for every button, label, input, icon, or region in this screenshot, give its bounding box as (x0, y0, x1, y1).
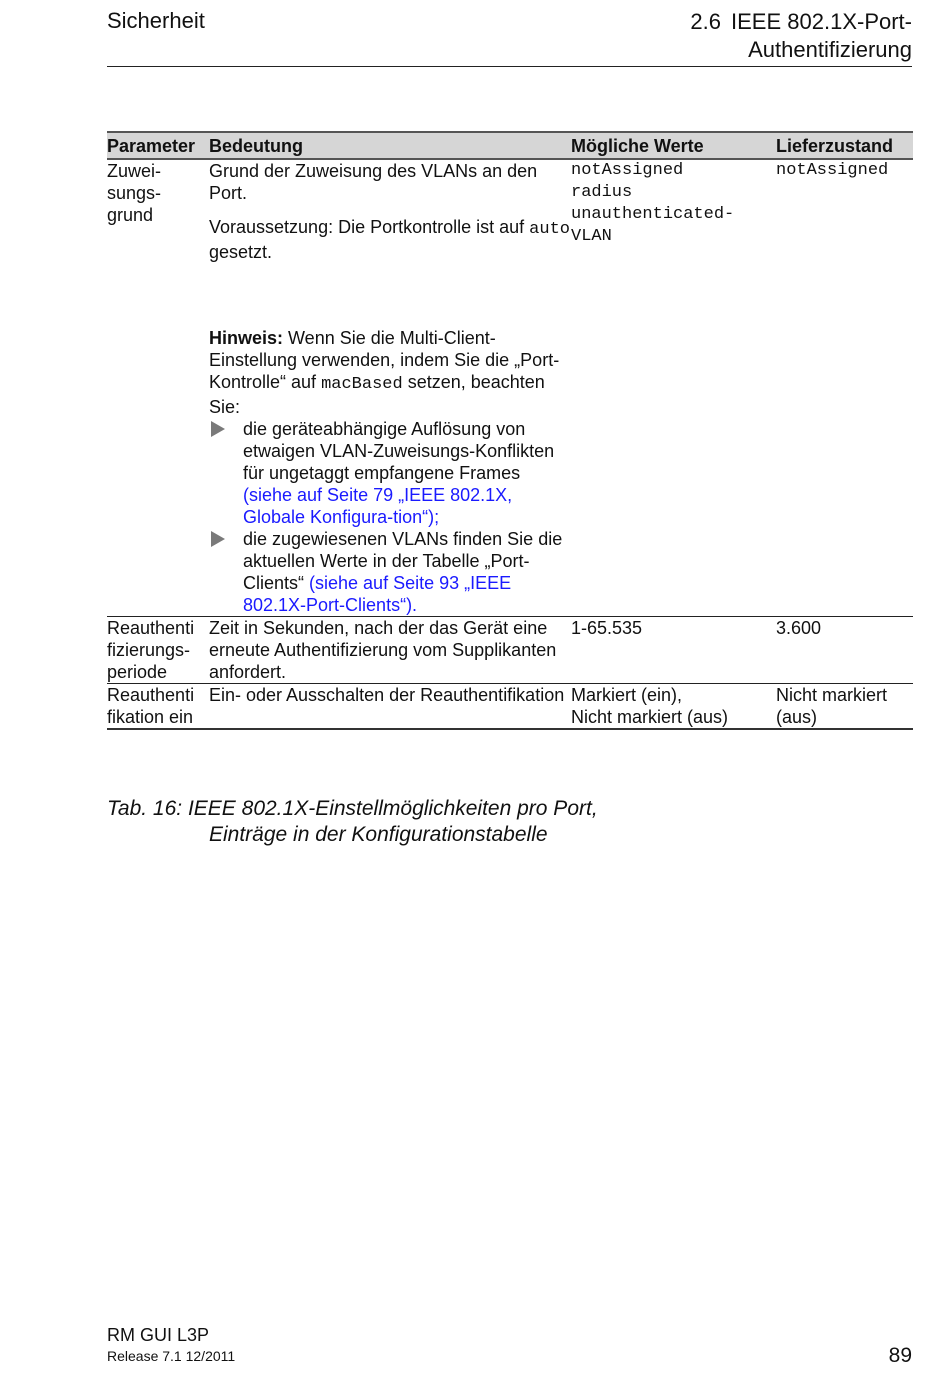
meaning-cell: Zeit in Sekunden, nach der das Gerät eine erneute Authentifizierung vom Supplikanten anfordert. (209, 617, 571, 684)
value-option: radius (571, 183, 633, 202)
param-line: sungs- (107, 183, 162, 203)
param-line: periode (107, 662, 168, 682)
cross-reference-link[interactable]: (siehe auf Seite 93 „IEEE 802.1X-Port-Clients“). (243, 573, 512, 615)
column-header-values: Mögliche Werte (571, 132, 776, 159)
header-rule (107, 66, 912, 67)
param-cell (107, 617, 209, 684)
value-option: unauthenticated- (571, 205, 735, 224)
triangle-bullet-icon (209, 418, 243, 528)
column-header-meaning: Bedeutung (209, 132, 571, 159)
note-cell (209, 327, 571, 617)
default-cell: 3.600 (776, 617, 913, 684)
caption-line1: Tab. 16: IEEE 802.1X-Einstellmöglichkeiten pro Port, (107, 797, 598, 820)
cross-reference-link[interactable]: (siehe auf Seite 79 „IEEE 802.1X, Globale Konfigura-tion“); (243, 485, 513, 527)
bullet-text (243, 418, 571, 528)
note-intro (209, 327, 571, 418)
values-cell (571, 159, 776, 263)
note-code: macBased (321, 375, 403, 394)
value-option: VLAN (571, 227, 612, 246)
table-caption (107, 796, 598, 848)
parameter-table (107, 131, 913, 730)
default-cell: notAssigned (776, 161, 889, 180)
section-number: 2.6 (690, 9, 722, 34)
column-header-default: Lieferzustand (776, 132, 913, 159)
param-line: Reauthenti (107, 685, 195, 705)
column-header-parameter: Parameter (107, 132, 209, 159)
note-row (107, 327, 913, 617)
spacer-row (107, 263, 913, 327)
prerequisite-text (209, 216, 571, 263)
prerequisite-code: auto (529, 220, 570, 239)
running-header-section (690, 8, 912, 64)
section-title-line1: IEEE 802.1X-Port- (731, 9, 912, 34)
default-cell: Nicht markiert (aus) (776, 684, 913, 730)
section-title-line2: Authentifizierung (748, 37, 912, 62)
bullet-body: die geräteabhängige Auflösung von etwaigen VLAN-Zuweisungs-Konflikten für ungetaggt empfangene Frames (243, 419, 555, 483)
meaning-cell: Ein- oder Ausschalten der Reauthentifikation (209, 684, 571, 730)
triangle-bullet-icon (209, 528, 243, 616)
value-option: Nicht markiert (aus) (571, 707, 729, 727)
release-info: Release 7.1 12/2011 (107, 1348, 236, 1364)
values-cell (571, 684, 776, 730)
running-header-chapter: Sicherheit (107, 8, 205, 33)
page-number: 89 (888, 1344, 912, 1367)
note-text: Wenn Sie die Multi-Client-Einstellung verwenden, indem Sie die „Port-Kontrolle“ auf (209, 328, 560, 392)
param-line: Zuwei- (107, 161, 162, 181)
param-cell (107, 159, 209, 263)
values-cell: 1-65.535 (571, 617, 776, 684)
param-line: Reauthenti (107, 618, 195, 638)
note-bullet (209, 528, 571, 616)
table-row (107, 684, 913, 730)
meaning-cell (209, 159, 571, 263)
prerequisite-prefix: Voraussetzung: Die Portkontrolle ist auf (209, 217, 530, 237)
note-text-end: setzen, beachten Sie: (209, 372, 545, 417)
bullet-text (243, 528, 571, 616)
footer (107, 1325, 235, 1364)
value-option: notAssigned (571, 161, 684, 180)
table-row (107, 159, 913, 263)
document-name: RM GUI L3P (107, 1325, 210, 1345)
value-option: Markiert (ein), (571, 685, 683, 705)
note-label: Hinweis: (209, 328, 284, 348)
param-line: grund (107, 205, 154, 225)
prerequisite-suffix: gesetzt. (209, 242, 273, 262)
table-header-row (107, 132, 913, 159)
caption-line2: Einträge in der Konfigurationstabelle (209, 823, 548, 846)
param-line: fizierungs- (107, 640, 191, 660)
table-row (107, 617, 913, 684)
meaning-text: Grund der Zuweisung des VLANs an den Port. (209, 161, 538, 203)
param-cell (107, 684, 209, 730)
bullet-body: die zugewiesenen VLANs finden Sie die aktuellen Werte in der Tabelle „Port-Clients“ (243, 529, 563, 593)
note-bullet (209, 418, 571, 528)
param-line: fikation ein (107, 707, 194, 727)
